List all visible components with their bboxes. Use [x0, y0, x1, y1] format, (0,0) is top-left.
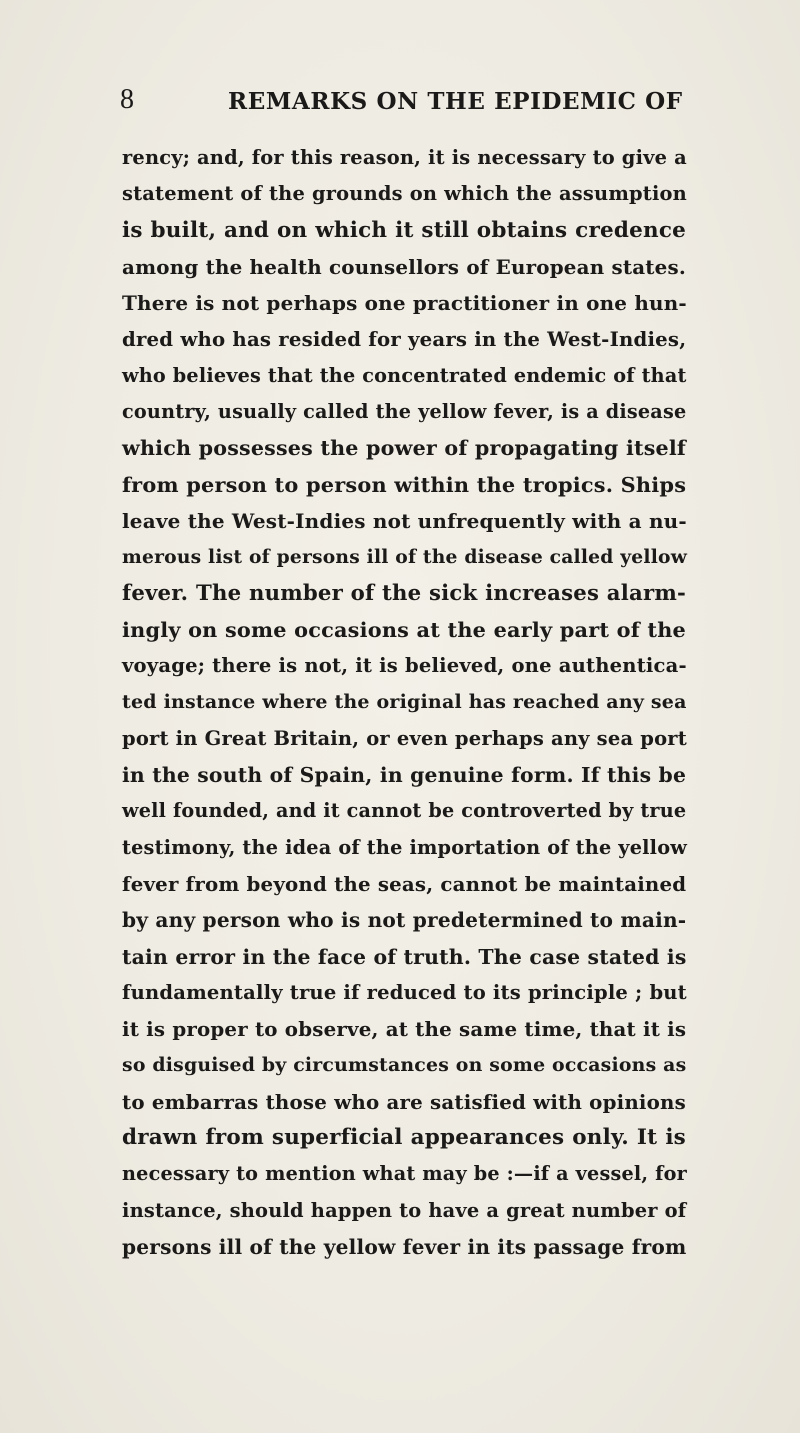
text-line: port in Great Britain, or even perhaps any sea port — [122, 726, 687, 750]
page-header — [0, 84, 800, 124]
page-number: 8 — [120, 84, 134, 115]
text-line: dred who has resided for years in the West-Indies, — [122, 327, 687, 352]
text-line: well founded, and it cannot be controverted by true — [122, 799, 687, 823]
text-line: ted instance where the original has reached any sea — [122, 691, 687, 714]
text-line: necessary to mention what may be :—if a vessel, for — [122, 1162, 687, 1186]
text-line: fundamentally true if reduced to its principle ; but — [122, 980, 687, 1004]
text-line: drawn from superficial appearances only. It is — [122, 1125, 686, 1151]
text-line: instance, should happen to have a great number of — [122, 1198, 687, 1222]
text-line: merous list of persons ill of the disease called yellow — [122, 546, 687, 569]
text-line: to embarras those who are satisfied with opinions — [122, 1089, 686, 1114]
text-line: among the health counsellors of European states. — [122, 254, 686, 279]
text-line: There is not perhaps one practitioner in one hun- — [122, 291, 687, 316]
text-line: statement of the grounds on which the assumption — [122, 182, 687, 206]
text-line: in the south of Spain, in genuine form. If this be — [122, 763, 687, 788]
text-line: rency; and, for this reason, it is necessary to give a — [122, 146, 687, 169]
text-line: from person to person within the tropics. Ships — [122, 471, 687, 497]
text-line: is built, and on which it still obtains credence — [122, 217, 686, 243]
body-text — [122, 140, 686, 1265]
text-line: fever from beyond the seas, cannot be maintained — [122, 871, 687, 896]
text-line: by any person who is not predetermined to main- — [122, 908, 687, 933]
text-line: it is proper to observe, at the same time, that it is — [122, 1017, 687, 1042]
text-line: leave the West-Indies not unfrequently with a nu- — [122, 508, 687, 533]
text-line: fever. The number of the sick increases alarm- — [122, 580, 686, 606]
text-line: which possesses the power of propagating itself — [122, 436, 686, 461]
running-head: REMARKS ON THE EPIDEMIC OF — [228, 88, 683, 115]
text-line: ingly on some occasions at the early part of the — [122, 616, 686, 642]
text-line: so disguised by circumstances on some occasions as — [122, 1054, 687, 1077]
text-line: voyage; there is not, it is believed, one authentica- — [122, 654, 687, 678]
text-line: country, usually called the yellow fever, is a disease — [122, 400, 687, 424]
text-line: tain error in the face of truth. The case stated is — [122, 944, 687, 969]
text-line: testimony, the idea of the importation of the yellow — [122, 835, 688, 859]
text-line: who believes that the concentrated endemic of that — [122, 363, 687, 387]
text-line: persons ill of the yellow fever in its passage from — [122, 1234, 687, 1259]
